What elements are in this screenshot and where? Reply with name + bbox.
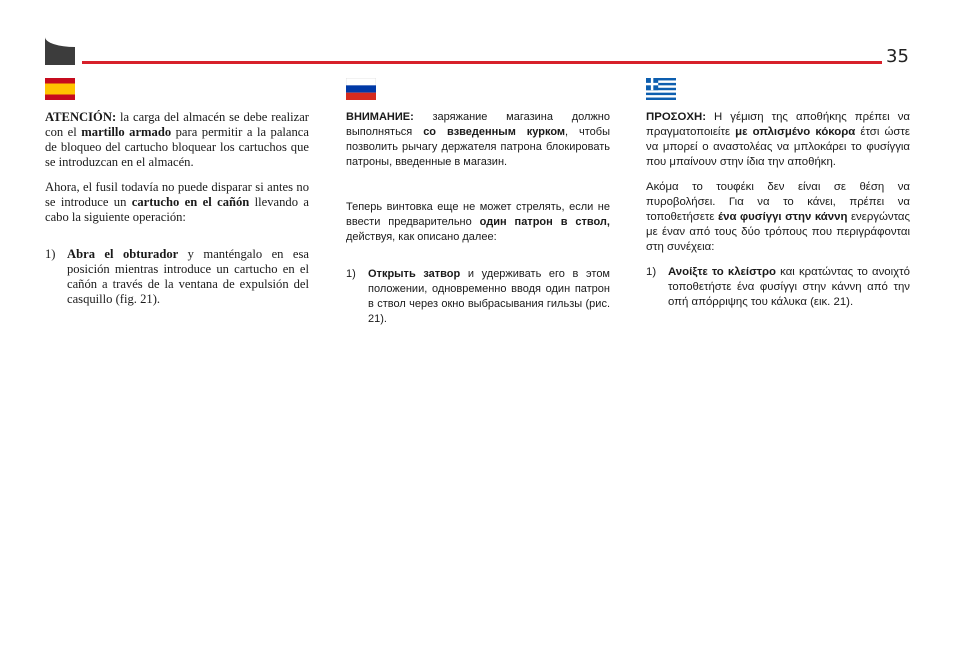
column-russian — [346, 78, 610, 327]
flag-greece-icon — [646, 78, 676, 100]
page-number: 35 — [886, 46, 909, 67]
instruction-paragraph: Ahora, el fusil todavía no puede disparar si antes no se introduce un cartucho en el cañón llevando a cabo la siguiente operación: — [45, 180, 309, 224]
warning-paragraph: ΠΡΟΣΟΧΗ: Η γέμιση της αποθήκης πρέπει να πραγματοποιείτε με οπλισμένο κόκορα έτσι ώστε να μπορεί ο αναστολέας να μπλοκάρει το φυσίγγια που μπαίνουν στην ίδια την αποθήκη. — [646, 111, 910, 168]
flag-spain-icon — [45, 78, 75, 100]
step-item: 1) Abra el obturador y manténgalo en esa posición mientras introduce un cartucho en el cañón a través de la ventana de expulsión del casquillo (fig. 21). — [45, 247, 309, 306]
column-greek — [646, 78, 910, 310]
instruction-paragraph: Ακόμα το τουφέκι δεν είναι σε θέση να πυροβολήσει. Για να το κάνει, πρέπει να τοποθετήσετε ένα φυσίγγι στην κάννη ενεργώντας με έναν από τους δύο τρόπους που περιγράφονται στη συνέχεια: — [646, 181, 910, 253]
brand-logo — [45, 37, 75, 65]
warning-paragraph: ATENCIÓN: la carga del almacén se debe realizar con el martillo armado para permitir a la palanca de bloqueo del cartucho bloquear los cartuchos que se introduzcan en el almacén. — [45, 110, 309, 169]
header-rule — [82, 61, 882, 64]
instruction-paragraph: Теперь винтовка еще не может стрелять, если не ввести предварительно один патрон в ствол, действуя, как описано далее: — [346, 201, 610, 243]
flag-russia-icon — [346, 78, 376, 100]
warning-paragraph: ВНИМАНИЕ: заряжание магазина должно выполняться со взведенным курком, чтобы позволить рычагу держателя патрона блокировать патроны, введенные в магазин. — [346, 111, 610, 168]
step-item: 1) Открыть затвор и удерживать его в этом положении, одновременно вводя один патрон в ствол через окно выбрасывания гильзы (рис. 21). — [346, 268, 610, 325]
column-spanish — [45, 78, 309, 307]
step-item: 1) Ανοίξτε το κλείστρο και κρατώντας το ανοιχτό τοποθετήστε ένα φυσίγγι στην κάννη από την οπή απόρριψης του κάλυκα (εικ. 21). — [646, 266, 910, 308]
